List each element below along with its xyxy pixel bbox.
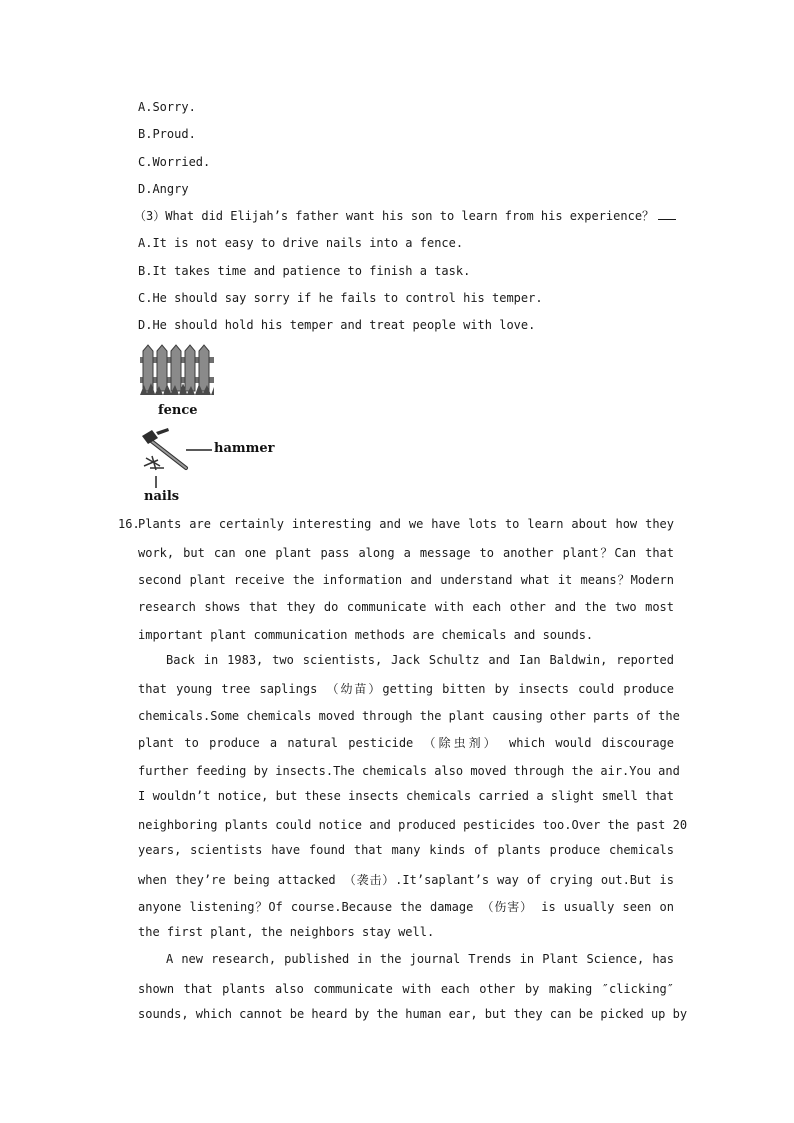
q3-option-b[interactable]: B.It takes time and patience to finish a task. <box>138 264 471 278</box>
q2-option-a[interactable]: A.Sorry. <box>138 100 196 114</box>
text-line: years, scientists have found that many kinds of plants produce chemicals <box>138 843 674 857</box>
q2-option-d[interactable]: D.Angry <box>138 182 189 196</box>
text-line: plant to produce a natural pesticide （除虫剂） which would discourage <box>138 736 674 750</box>
q16-number: 16. <box>118 517 140 531</box>
text-line: the first plant, the neighbors stay well. <box>138 925 435 939</box>
text-line: Back in 1983, two scientists, Jack Schultz and Ian Baldwin, reported <box>166 653 674 667</box>
text-line: important plant communication methods are chemicals and sounds. <box>138 628 594 642</box>
text-line: that young tree saplings （幼苗）getting bitten by insects could produce <box>138 682 674 696</box>
text-line: further feeding by insects.The chemicals also moved through the air.You and <box>138 764 680 778</box>
answer-blank[interactable] <box>658 207 676 220</box>
text-line: chemicals.Some chemicals moved through the plant causing other parts of the <box>138 709 680 723</box>
text-line: sounds, which cannot be heard by the human ear, but they can be picked up by <box>138 1007 688 1021</box>
fence-label: fence <box>158 403 198 418</box>
q3-stem-text: （3）What did Elijah’s father want his son to learn from his experience？ <box>134 209 655 223</box>
q3-option-c[interactable]: C.He should say sorry if he fails to control his temper. <box>138 291 543 305</box>
text-line: shown that plants also communicate with each other by making ″clicking″ <box>138 982 674 996</box>
text-line: A new research, published in the journal Trends in Plant Science, has <box>166 952 674 966</box>
q3-option-a[interactable]: A.It is not easy to drive nails into a fence. <box>138 236 464 250</box>
text-line: Plants are certainly interesting and we have lots to learn about how they <box>138 517 674 531</box>
text-line: research shows that they do communicate with each other and the two most <box>138 600 674 614</box>
hammer-label: hammer <box>214 441 275 456</box>
q2-option-b[interactable]: B.Proud. <box>138 127 196 141</box>
text-line: neighboring plants could notice and produced pesticides too.Over the past 20 <box>138 818 688 832</box>
fence-illustration <box>140 343 214 395</box>
text-line: I wouldn’t notice, but these insects chemicals carried a slight smell that <box>138 789 674 803</box>
q2-option-c[interactable]: C.Worried. <box>138 155 211 169</box>
q3-option-d[interactable]: D.He should hold his temper and treat people with love. <box>138 318 536 332</box>
hammer-nails-illustration <box>138 428 218 490</box>
nails-label: nails <box>144 489 180 504</box>
text-line: second plant receive the information and understand what it means？Modern <box>138 573 674 587</box>
text-line: anyone listening？Of course.Because the damage （伤害） is usually seen on <box>138 900 674 914</box>
text-line: work, but can one plant pass along a message to another plant？Can that <box>138 546 674 560</box>
text-line: when they’re being attacked （袭击）.It’saplant’s way of crying out.But is <box>138 873 674 887</box>
q3-stem <box>134 207 676 224</box>
